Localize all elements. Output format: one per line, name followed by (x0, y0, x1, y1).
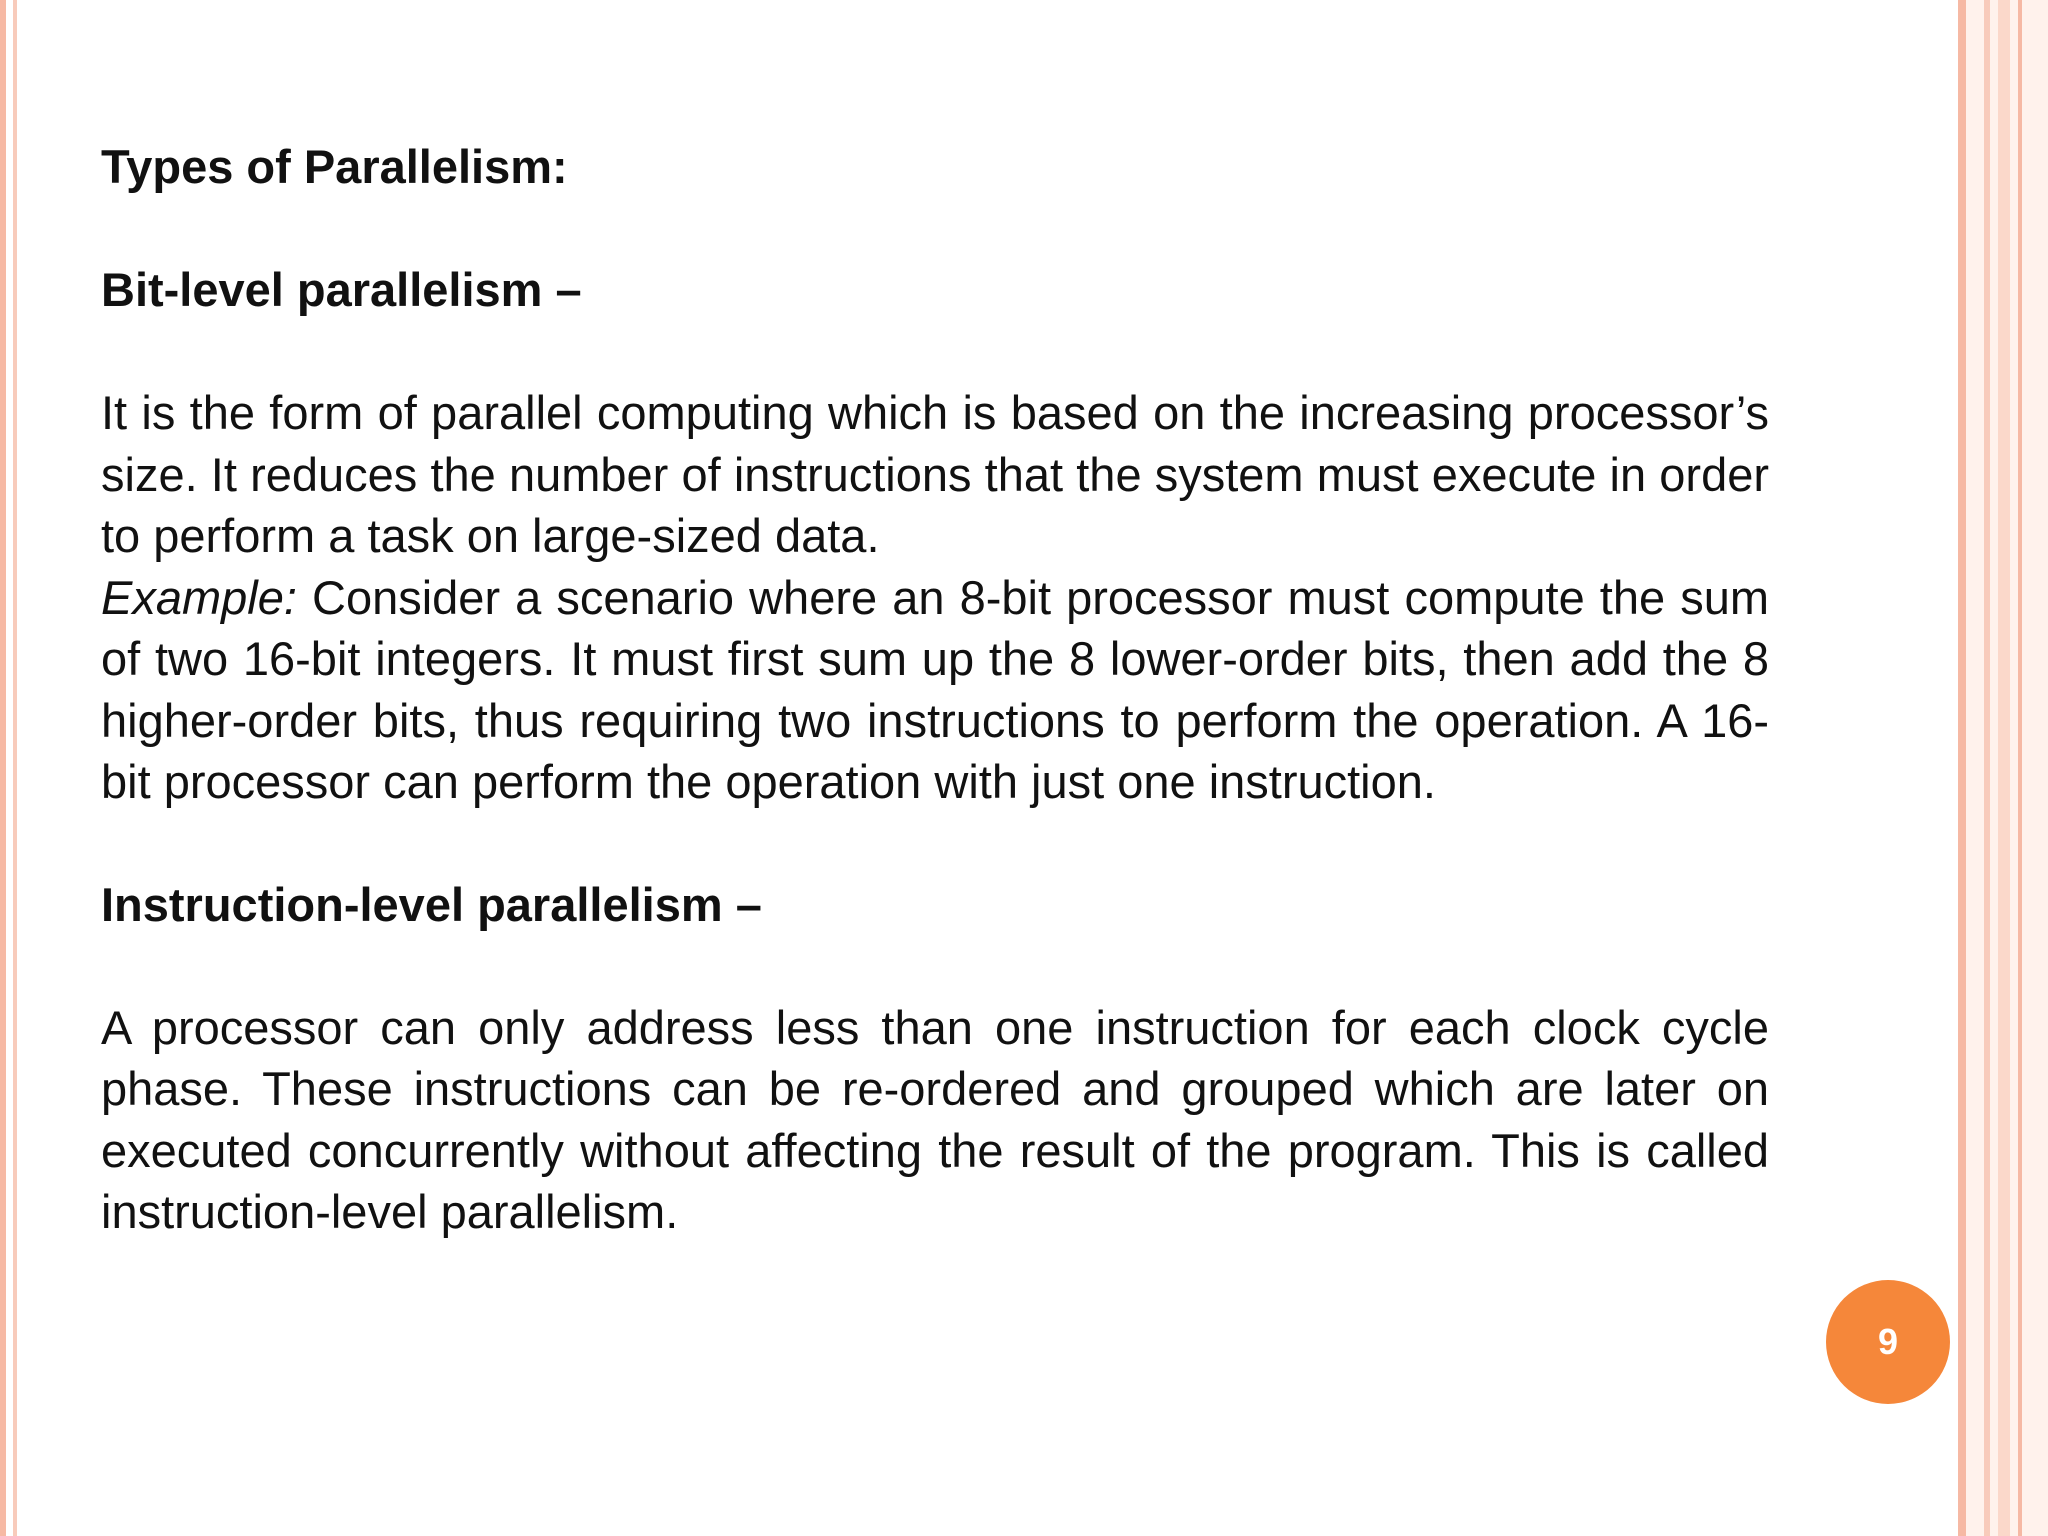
example-label: Example: (101, 570, 297, 624)
section-heading-bit-level: Bit-level parallelism – (101, 263, 582, 316)
left-border-outer (0, 0, 6, 1536)
section-body-instruction-level: A processor can only address less than one instruction for each clock cycle phase. These instructions can be re-ordered and grouped which are later on executed concurrently without affecting the result of the program. This is called instruction-level parallelism. (101, 1000, 1769, 1238)
left-border-inner (13, 0, 17, 1536)
slide-title: Types of Parallelism: (101, 140, 568, 193)
bit-level-lead-text: It is the form of parallel computing which is based on the increasing processor’s size. It reduces the number of instructions that the system must execute in order to perform a task on large-sized data. (101, 386, 1769, 562)
slide-content (101, 136, 1769, 1243)
page-number: 9 (1877, 1321, 1899, 1362)
example-text: Consider a scenario where an 8-bit processor must compute the sum of two 16-bit integers. It must first sum up the 8 lower-order bits, then add the 8 higher-order bits, thus requiring two instructions to perform the operation. A 16-bit processor can perform the operation with just one instruction. (101, 570, 1769, 808)
section-heading-instruction-level: Instruction-level parallelism – (101, 877, 762, 931)
section-body-bit-level (101, 382, 1769, 813)
page-number-badge (1826, 1280, 1950, 1404)
right-border (1958, 0, 2048, 1536)
